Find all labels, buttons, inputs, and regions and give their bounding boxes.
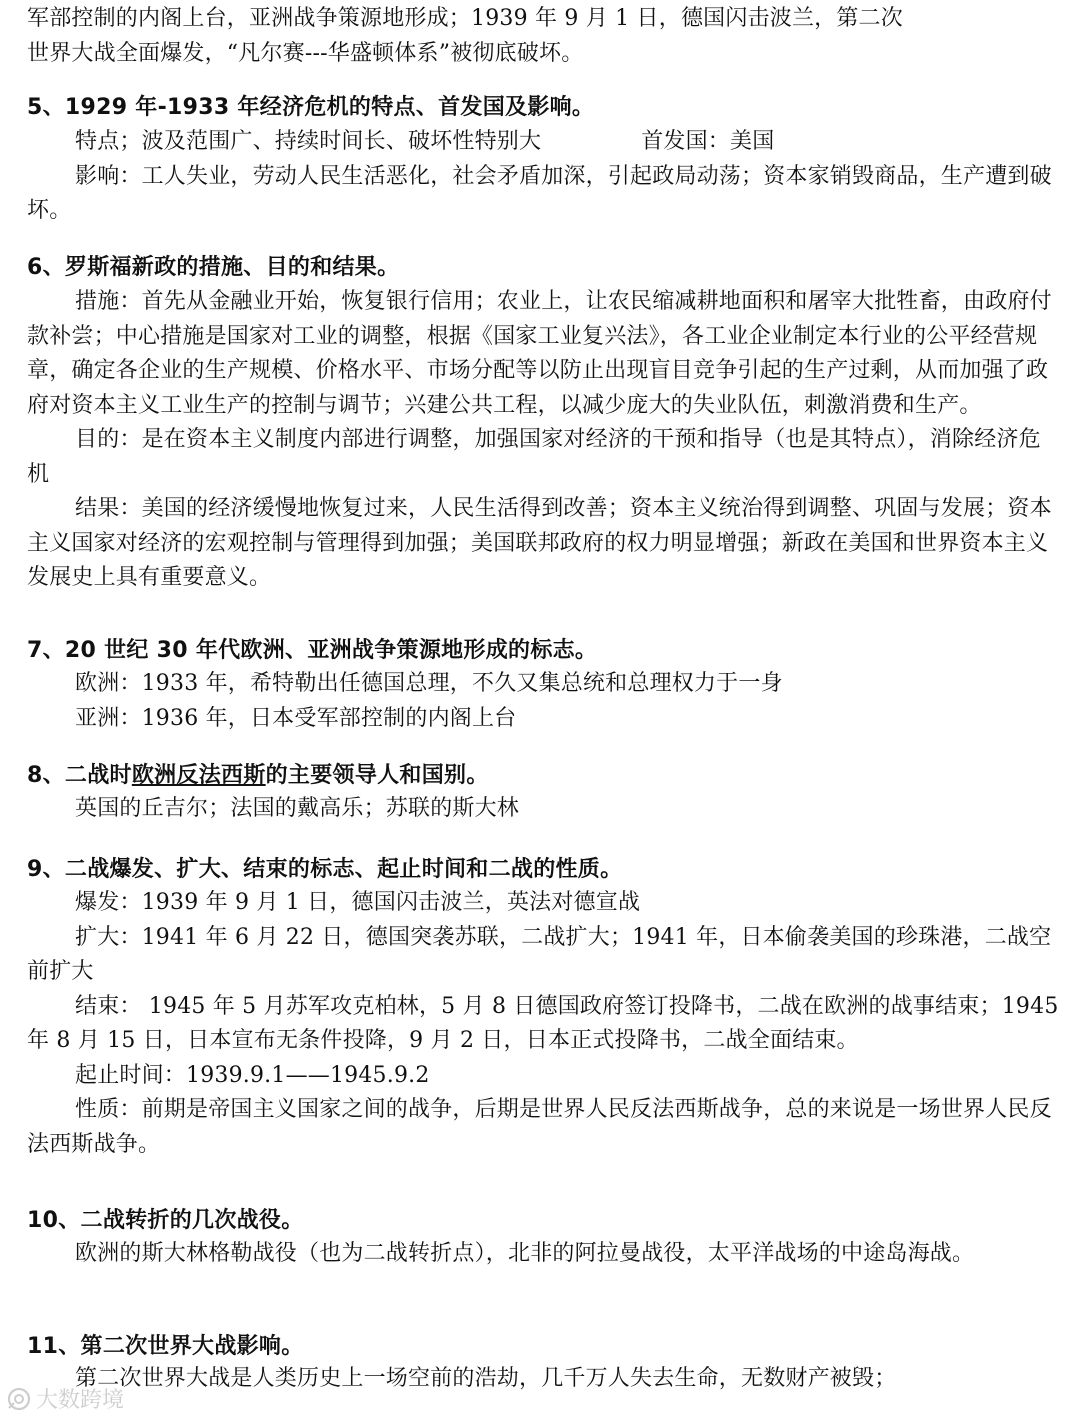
section-11-line-1: 第二次世界大战是人类历史上一场空前的浩劫，几千万人失去生命，无数财产被毁； [75,1366,897,1391]
section-9-body [27,886,1062,1162]
section-8-heading-underlined: 欧洲反法西斯 [131,763,266,788]
section-8-heading-post: 的主要领导人和国别。 [265,763,489,788]
section-6-result: 结果：美国的经济缓慢地恢复过来，人民生活得到改善；资本主义统治得到调整、巩固与发展；资本主义国家对经济的宏观控制与管理得到加强；美国联邦政府的权力明显增强；新政在美国和世界资本主义发展史上具有重要意义。 [27,496,1052,590]
section-9-heading: 9、二战爆发、扩大、结束的标志、起止时间和二战的性质。 [27,857,623,882]
watermark [6,1383,124,1414]
section-8-body [27,792,1062,827]
intro-line-2: 世界大战全面爆发，“凡尔赛---华盛顿体系”被彻底破坏。 [27,40,584,66]
intro-paragraph [27,2,1062,71]
section-6-heading: 6、罗斯福新政的措施、目的和结果。 [27,255,400,280]
section-9-expansion: 扩大：1941 年 6 月 22 日，德国突袭苏联，二战扩大；1941 年，日本偷袭美国的珍珠港，二战空前扩大 [27,924,1052,984]
section-7-asia: 亚洲：1936 年，日本受军部控制的内阁上台 [75,705,517,731]
section-6-body [27,285,1062,596]
section-10-battles: 欧洲的斯大林格勒战役（也为二战转折点），北非的阿拉曼战役，太平洋战场的中途岛海战。 [75,1241,975,1266]
section-7-heading: 7、20 世纪 30 年代欧洲、亚洲战争策源地形成的标志。 [27,638,598,663]
section-9-nature: 性质：前期是帝国主义国家之间的战争，后期是世界人民反法西斯战争，总的来说是一场世界人民反法西斯战争。 [27,1097,1052,1157]
section-7-body [27,667,1062,736]
section-7-europe: 欧洲：1933 年，希特勒出任德国总理，不久又集总统和总理权力于一身 [75,671,783,696]
watermark-text: 大数跨境 [36,1388,125,1413]
section-9-end: 结束： 1945 年 5 月苏军攻克柏林，5 月 8 日德国政府签订投降书，二战在欧洲的战事结束；1945 年 8 月 15 日，日本宣布无条件投降，9 月 2 日，日本正式投降书，二战全面结束。 [27,993,1059,1053]
section-5-heading: 5、1929 年-1933 年经济危机的特点、首发国及影响。 [27,95,595,120]
section-11-heading: 11、第二次世界大战影响。 [27,1334,304,1359]
section-5-body [27,125,1062,229]
section-10-body [27,1237,1062,1272]
section-9-outbreak: 爆发：1939 年 9 月 1 日，德国闪击波兰，英法对德宣战 [75,890,641,915]
section-9-period: 起止时间：1939.9.1——1945.9.2 [75,1062,430,1088]
section-6-purpose: 目的：是在资本主义制度内部进行调整，加强国家对经济的干预和指导（也是其特点），消除经济危机 [27,427,1041,487]
intro-line-1: 军部控制的内阁上台，亚洲战争策源地形成；1939 年 9 月 1 日，德国闪击波兰，第二次 [27,6,903,31]
section-5-features-line [27,125,1062,160]
section-5-features: 特点；波及范围广、持续时间长、破坏性特别大 [75,129,542,154]
section-5-impact: 影响：工人失业，劳动人民生活恶化，社会矛盾加深，引起政局动荡；资本家销毁商品，生产遭到破坏。 [27,163,1052,223]
section-8-heading-pre: 8、二战时 [27,763,132,788]
section-5-origin: 首发国：美国 [641,129,775,154]
section-6-measures: 措施：首先从金融业开始，恢复银行信用；农业上，让农民缩减耕地面积和屠宰大批牲畜，由政府付款补尝；中心措施是国家对工业的调整，根据《国家工业复兴法》，各工业企业制定本行业的公平经营规章，确定各企业的生产规模、价格水平、市场分配等以防止出现盲目竞争引起的生产过剩，从而加强了政府对资本主义工业生产的控制与调节；兴建公共工程，以减少庞大的失业队伍，刺激消费和生产。 [27,289,1052,418]
section-11-body [27,1362,1062,1397]
section-10-heading: 10、二战转折的几次战役。 [27,1208,304,1233]
section-8-heading [27,759,1062,794]
watermark-logo-icon [6,1386,32,1412]
section-8-leaders: 英国的丘吉尔；法国的戴高乐；苏联的斯大林 [75,796,520,821]
